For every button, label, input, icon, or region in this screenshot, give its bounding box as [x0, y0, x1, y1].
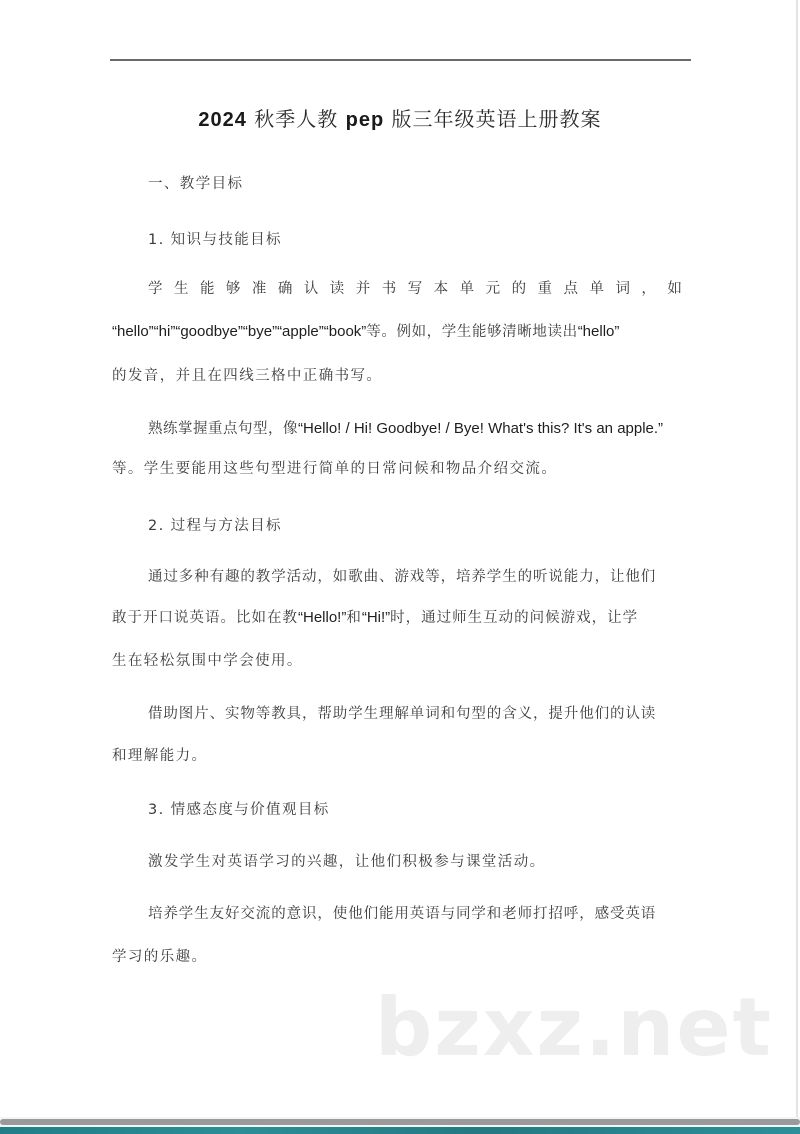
vocab-words: “hello”“hi”“goodbye”“bye”“apple”“book” — [112, 323, 367, 340]
paragraph-1-line-3: 的发音，并且在四线三格中正确书写。 — [112, 368, 383, 384]
char: 生 — [173, 281, 189, 297]
document-title — [0, 103, 800, 132]
char: 确 — [277, 281, 293, 297]
spread-text — [148, 277, 682, 298]
char: 单 — [459, 281, 475, 297]
char: 读 — [329, 281, 345, 297]
char: ， — [641, 281, 656, 297]
page-right-border — [796, 0, 798, 1120]
sentence-patterns: “Hello! / Hi! Goodbye! / Bye! What's this? It's an apple.” — [298, 420, 664, 437]
horizontal-scrollbar-thumb[interactable] — [0, 1119, 800, 1125]
subheading-knowledge-skills: 1. 知识与技能目标 — [148, 232, 282, 248]
char: 单 — [589, 281, 604, 297]
char: 词 — [615, 281, 630, 297]
paragraph-6-line-2: 学习的乐趣。 — [112, 949, 208, 965]
paragraph-1-line-2 — [112, 320, 682, 341]
paragraph-5-line-1: 激发学生对英语学习的兴趣，让他们积极参与课堂活动。 — [148, 854, 546, 870]
char: 重 — [537, 281, 553, 297]
subheading-process-methods: 2. 过程与方法目标 — [148, 518, 282, 534]
text-span: 和 — [346, 610, 362, 626]
text-span: 等。例如，学生能够清晰地读出 — [366, 324, 578, 340]
vocab-hello: “hello” — [577, 323, 620, 340]
title-pep: pep — [345, 109, 385, 131]
paragraph-4-line-2: 和理解能力。 — [112, 748, 208, 764]
word-hello: “Hello!” — [298, 609, 347, 626]
char: 认 — [303, 281, 319, 297]
section-heading-objectives: 一、教学目标 — [148, 176, 244, 192]
char: 书 — [381, 281, 397, 297]
char: 的 — [511, 281, 527, 297]
title-text-b: 版三年级英语上册教案 — [384, 107, 602, 131]
text-span: 熟练掌握重点句型，像 — [148, 421, 298, 437]
char: 写 — [407, 281, 423, 297]
char: 准 — [251, 281, 267, 297]
title-year: 2024 — [198, 109, 247, 131]
text-span: 时，通过师生互动的问候游戏，让学 — [390, 610, 639, 626]
desktop-background-strip — [0, 1127, 800, 1134]
paragraph-3-line-3: 生在轻松氛围中学会使用。 — [112, 653, 303, 669]
char: 本 — [433, 281, 449, 297]
char: 能 — [199, 281, 215, 297]
paragraph-2-line-1 — [148, 417, 718, 438]
text-span: 敢于开口说英语。比如在教 — [112, 610, 298, 626]
title-text-a: 秋季人教 — [246, 107, 346, 131]
paragraph-4-line-1: 借助图片、实物等教具，帮助学生理解单词和句型的含义，提升他们的认读 — [148, 706, 657, 722]
char: 如 — [667, 281, 682, 297]
paragraph-2-line-2: 等。学生要能用这些句型进行简单的日常问候和物品介绍交流。 — [112, 461, 558, 477]
char: 元 — [485, 281, 501, 297]
paragraph-3-line-2 — [112, 606, 682, 627]
char: 学 — [148, 281, 163, 297]
char: 够 — [225, 281, 241, 297]
paragraph-1-line-1 — [148, 277, 718, 298]
paragraph-3-line-1: 通过多种有趣的教学活动，如歌曲、游戏等，培养学生的听说能力，让他们 — [148, 569, 657, 585]
char: 并 — [355, 281, 371, 297]
watermark-text: bzxz.net — [375, 981, 773, 1074]
subheading-attitudes-values: 3. 情感态度与价值观目标 — [148, 802, 330, 818]
char: 点 — [563, 281, 578, 297]
paragraph-6-line-1: 培养学生友好交流的意识，使他们能用英语与同学和老师打招呼，感受英语 — [148, 906, 657, 922]
word-hi: “Hi!” — [361, 609, 391, 626]
header-rule — [110, 59, 691, 61]
